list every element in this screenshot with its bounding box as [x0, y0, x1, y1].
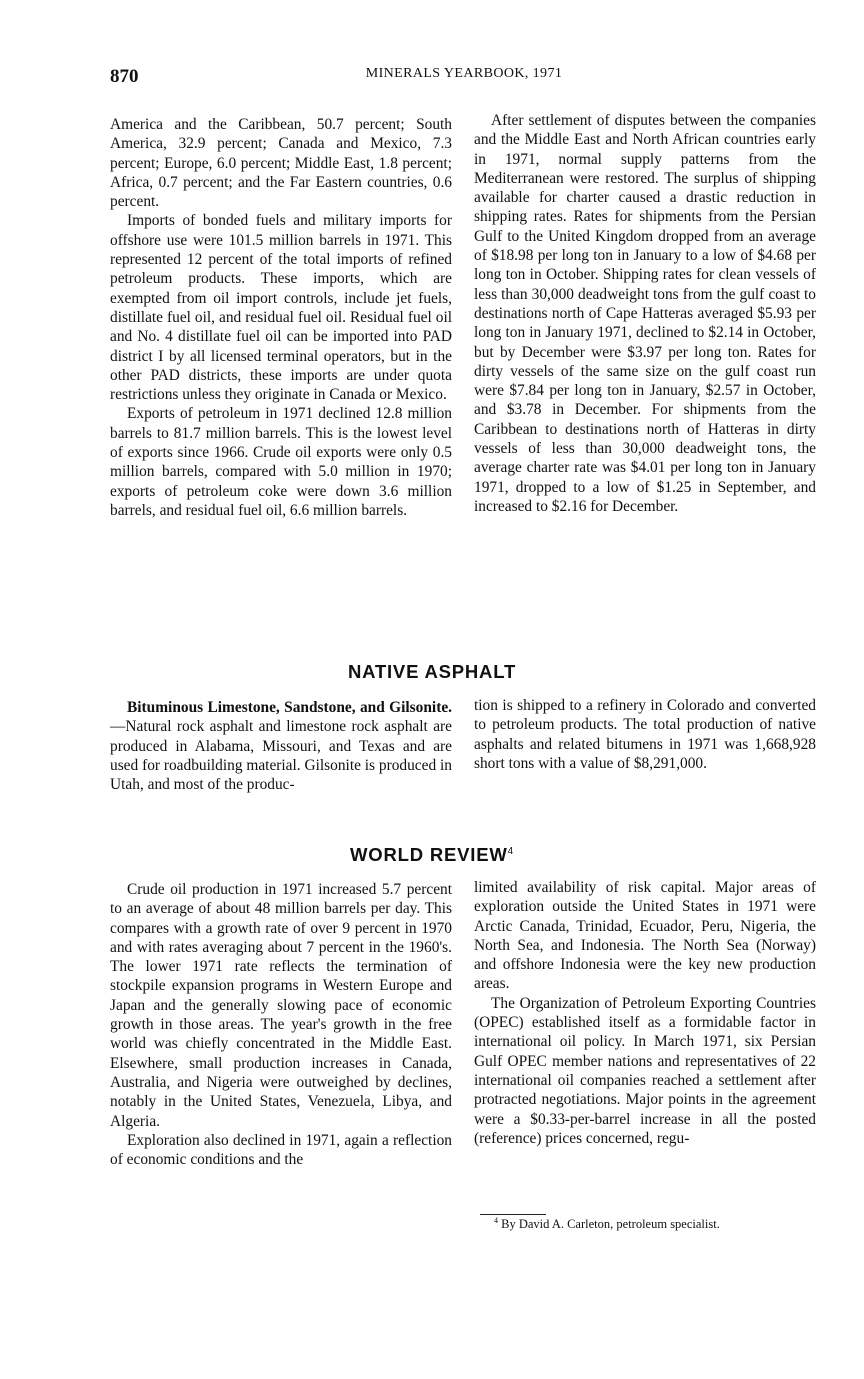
- world-left-column: [110, 880, 452, 1169]
- page-number: 870: [110, 66, 139, 87]
- paragraph: tion is shipped to a refinery in Colorado and converted to petroleum products. The total production of native asphalts and related bitumens in 1971 was 1,668,928 short tons with a value of $8,291,000.: [474, 697, 816, 772]
- footnote-marker: 4: [494, 1216, 498, 1225]
- top-left-column: [110, 115, 452, 520]
- runin-heading: Bituminous Limestone, Sandstone, and Gilsonite.: [127, 699, 452, 716]
- section-title-native-asphalt: [0, 661, 864, 683]
- world-right-column: [474, 878, 816, 1148]
- paragraph: The Organization of Petroleum Exporting Countries (OPEC) established itself as a formidable factor in international oil policy. In March 1971, six Persian Gulf OPEC member nations and representatives of 22 international oil companies reached a settlement after protracted negotiations. Major points in the agreement were a $0.33-per-barrel increase in all the posted (reference) prices concerned, regu-: [474, 994, 816, 1147]
- paragraph: Exploration also declined in 1971, again a reflection of economic conditions and the: [110, 1131, 452, 1169]
- paragraph: Imports of bonded fuels and military imports for offshore use were 101.5 million barrels in 1971. This represented 12 percent of the total imports of refined petroleum products. These imports, which are exempted from oil import controls, include jet fuels, distillate fuel oil, and residual fuel oil. Residual fuel oil and No. 4 distillate fuel oil can be imported into PAD district I by all licensed terminal operators, but in the other PAD districts, these imports are under quota restrictions unless they originate in Canada or Mexico.: [110, 212, 452, 404]
- paragraph: Crude oil production in 1971 increased 5.7 percent to an average of about 48 million barrels per day. This compares with a growth rate of over 9 percent in 1970 and with rates averaging about 7 percent in the 1960's. The lower 1971 rate reflects the termination of stockpile expansion programs in Western Europe and Japan and the generally slowing pace of economic growth in those areas. The year's growth in the free world was chiefly concentrated in the Middle East. Elsewhere, small production increases in Canada, Australia, and Nigeria were outweighed by declines, notably in the United States, Venezuela, Libya, and Algeria.: [110, 881, 452, 1130]
- paragraph-text: —Natural rock asphalt and limestone rock asphalt are produced in Alabama, Missouri, and Texas and are used for roadbuilding material. Gilsonite is produced in Utah, and most of the produc-: [110, 718, 452, 794]
- footnote-text: By David A. Carleton, petroleum specialist.: [501, 1217, 720, 1232]
- footnote: [480, 1213, 822, 1232]
- asphalt-right-column: [474, 696, 816, 773]
- paragraph: After settlement of disputes between the companies and the Middle East and North African countries early in 1971, normal supply patterns from the Mediterranean were restored. The surplus of shipping available for charter caused a drastic reduction in shipping rates. Rates for shipments from the Persian Gulf to the United Kingdom dropped from an average of $18.98 per long ton in January to a low of $4.68 per long ton in October. Shipping rates for clean vessels of less than 30,000 deadweight tons from the gulf coast to destinations north of Cape Hatteras averaged $5.93 per long ton in January 1971, declined to $2.14 in October, but by December were $3.97 per long ton. Rates for dirty vessels of the same size on the gulf coast run were $7.84 per long ton in January, $2.57 in October, and $3.78 in December. For shipments from the Caribbean to destinations north of Hatteras in dirty vessels of less than 30,000 deadweight tons, the average charter rate was $4.01 per long ton in January 1971, dropped to a low of $1.25 in September, and increased to $2.16 for December.: [474, 112, 816, 515]
- running-head: MINERALS YEARBOOK, 1971: [365, 66, 563, 81]
- paragraph: [110, 698, 452, 794]
- footnote-reference: 4: [507, 845, 514, 857]
- section-title-text: NATIVE ASPHALT: [347, 661, 517, 682]
- paragraph: limited availability of risk capital. Major areas of exploration outside the United States in 1971 were Arctic Canada, Trinidad, Ecuador, Peru, Nigeria, the North Sea, and Indonesia. The North Sea (Norway) and offshore Indonesia were the key new production areas.: [474, 879, 816, 993]
- asphalt-left-column: [110, 698, 452, 794]
- page-header: [110, 66, 818, 90]
- top-right-column: [474, 111, 816, 516]
- paragraph: Exports of petroleum in 1971 declined 12.8 million barrels to 81.7 million barrels. This is the lowest level of exports since 1966. Crude oil exports were only 0.5 million barrels, compared with 5.0 million in 1970; exports of petroleum coke were down 3.6 million barrels, and residual fuel oil, 6.6 million barrels.: [110, 405, 452, 519]
- section-title-world-review: [0, 844, 864, 866]
- section-title-text: WORLD REVIEW: [350, 844, 508, 865]
- paragraph: America and the Caribbean, 50.7 percent; South America, 32.9 percent; Canada and Mexico, 7.3 percent; Europe, 6.0 percent; Middle East, 1.8 percent; Africa, 0.7 percent; and the Far Eastern countries, 0.6 percent.: [110, 116, 452, 211]
